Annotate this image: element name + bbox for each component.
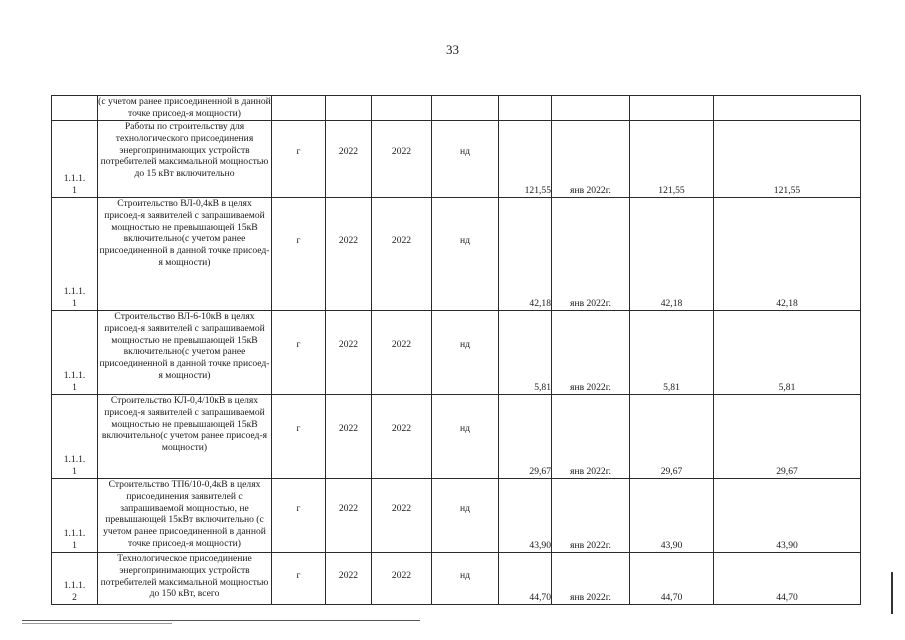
row-end-year: 2022 (372, 553, 432, 605)
row-value: 43,90 (499, 479, 552, 553)
row-value-2: 5,81 (630, 311, 714, 395)
row-value-3: 29,67 (714, 395, 861, 479)
row-start-year: 2022 (326, 198, 372, 311)
scan-edge-mark (891, 572, 893, 614)
row-unit (272, 96, 326, 121)
row-description: Строительство ВЛ-0,4кВ в целях присоед-я заявителей с запрашиваемой мощностью не превышающей 15кВ включительно(с учетом ранее присоединенной в данной точке присоед-я мощности) (98, 198, 272, 311)
row-unit: г (272, 121, 326, 198)
row-value-2: 121,55 (630, 121, 714, 198)
row-date: янв 2022г. (552, 311, 630, 395)
row-end-year: 2022 (372, 311, 432, 395)
row-value-2 (630, 96, 714, 121)
row-description: (с учетом ранее присоединенной в данной точке присоед-я мощности) (98, 96, 271, 119)
table-row (52, 479, 861, 553)
row-value (499, 96, 552, 121)
row-start-year: 2022 (326, 395, 372, 479)
row-number: 1.1.1. 1 (52, 121, 98, 198)
row-date (552, 96, 630, 121)
row-value: 5,81 (499, 311, 552, 395)
row-value-3: 44,70 (714, 553, 861, 605)
row-date: янв 2022г. (552, 395, 630, 479)
row-start-year: 2022 (326, 553, 372, 605)
row-status: нд (432, 121, 499, 198)
row-value-3: 42,18 (714, 198, 861, 311)
table-row (52, 198, 861, 311)
row-start-year (326, 96, 372, 121)
row-start-year: 2022 (326, 479, 372, 553)
row-description: Строительство ВЛ-6-10кВ в целях присоед-я заявителей с запрашиваемой мощностью не превышающей 15кВ включительно(с учетом ранее присоединенной в данной точке присоед-я мощности) (98, 311, 272, 395)
row-start-year: 2022 (326, 311, 372, 395)
footer-rule-short (22, 623, 172, 624)
row-value: 44,70 (499, 553, 552, 605)
row-number: 1.1.1. 1 (52, 311, 98, 395)
row-unit: г (272, 311, 326, 395)
row-value: 121,55 (499, 121, 552, 198)
row-description: Строительство КЛ-0,4/10кВ в целях присоед-я заявителей с запрашиваемой мощностью не превышающей 15кВ включительно(с учетом ранее присоед-я мощности) (98, 395, 272, 479)
row-description: Строительство ТП6/10-0,4кВ в целях присоединения заявителей с запрашиваемой мощностью, не превышающей 15кВт включительно (с учетом ранее присоединенной в данной точке присоед-я мощности) (98, 479, 272, 553)
page-number: 33 (446, 42, 459, 57)
row-date: янв 2022г. (552, 198, 630, 311)
row-value: 42,18 (499, 198, 552, 311)
row-status: нд (432, 198, 499, 311)
row-number (52, 96, 98, 121)
row-value-2: 43,90 (630, 479, 714, 553)
row-end-year: 2022 (372, 198, 432, 311)
row-value-3: 43,90 (714, 479, 861, 553)
row-value-2: 29,67 (630, 395, 714, 479)
row-status: нд (432, 311, 499, 395)
row-value-3: 5,81 (714, 311, 861, 395)
row-end-year (372, 96, 432, 121)
row-number: 1.1.1. 1 (52, 479, 98, 553)
row-status: нд (432, 553, 499, 605)
table-row (52, 311, 861, 395)
row-status (432, 96, 499, 121)
row-end-year: 2022 (372, 121, 432, 198)
row-value-2: 42,18 (630, 198, 714, 311)
row-unit: г (272, 198, 326, 311)
footer-rule (22, 620, 420, 621)
row-value-3: 121,55 (714, 121, 861, 198)
table-row (52, 553, 861, 605)
table-row (52, 395, 861, 479)
table-row (52, 96, 861, 121)
row-date: янв 2022г. (552, 121, 630, 198)
row-unit: г (272, 553, 326, 605)
row-status: нд (432, 395, 499, 479)
row-number: 1.1.1. 1 (52, 395, 98, 479)
row-value-2: 44,70 (630, 553, 714, 605)
table-row (52, 121, 861, 198)
row-description: Работы по строительству для технологического присоединения энергопринимающих устройств потребителей максимальной мощностью до 15 кВт включительно (98, 121, 272, 198)
row-description: Технологическое присоединение энергопринимающих устройств потребителей максимальной мощностью до 150 кВт, всего (98, 553, 272, 605)
row-status: нд (432, 479, 499, 553)
row-value-3 (714, 96, 861, 121)
row-value: 29,67 (499, 395, 552, 479)
row-start-year: 2022 (326, 121, 372, 198)
row-date: янв 2022г. (552, 479, 630, 553)
data-table (51, 95, 861, 605)
row-end-year: 2022 (372, 395, 432, 479)
row-end-year: 2022 (372, 479, 432, 553)
row-unit: г (272, 479, 326, 553)
row-number: 1.1.1. 1 (52, 198, 98, 311)
row-number: 1.1.1. 2 (52, 553, 98, 605)
row-date: янв 2022г. (552, 553, 630, 605)
row-unit: г (272, 395, 326, 479)
